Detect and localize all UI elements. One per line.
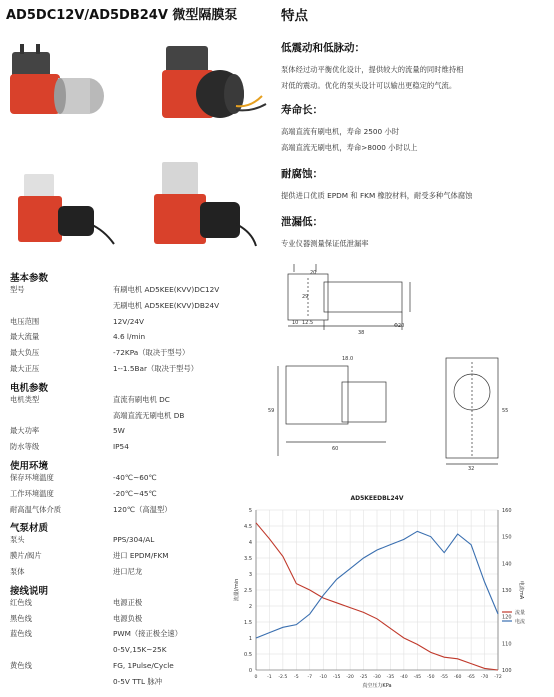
- feature-text: 专业仪器测量保证低泄漏率: [281, 239, 369, 248]
- y-tick-right: 150: [502, 534, 512, 541]
- dim-55: 55: [502, 408, 509, 414]
- spec-value: 120℃（高温型）: [113, 504, 172, 514]
- dim-12-5: 12.5: [302, 320, 314, 326]
- spec-value: PWM（接正极全速）: [113, 629, 182, 639]
- spec-key: 最大负压: [10, 348, 40, 358]
- spec-value: -72KPa（取决于型号）: [113, 348, 190, 358]
- spec-key: 膜片/阀片: [10, 551, 42, 561]
- spec-section-heading: 气泵材质: [10, 523, 49, 535]
- spec-value: 4.6 l/min: [113, 332, 146, 342]
- pump-photos: [4, 34, 274, 266]
- dim-phi20: Φ20: [394, 323, 405, 329]
- y-tick-left: 3: [248, 572, 252, 578]
- y-tick-left: 4: [248, 540, 252, 546]
- x-tick: -50: [427, 675, 435, 680]
- spec-key: 蓝色线: [10, 629, 32, 639]
- spec-value: 0-5V,15K~25K: [113, 645, 167, 655]
- x-tick: -45: [413, 675, 422, 680]
- y-tick-left: 4.5: [244, 524, 252, 530]
- pump-image-3: [18, 174, 114, 244]
- spec-value: 1--1.5Bar（取决于型号）: [113, 364, 199, 373]
- feature-text: 对低的震动。优化的泵头设计可以输出更稳定的气流。: [281, 81, 457, 90]
- feature-heading: 泄漏低：: [281, 216, 323, 228]
- feature-heading: 低震动和低脉动：: [281, 42, 365, 54]
- spec-key: 保存环境温度: [10, 473, 54, 482]
- spec-section-heading: 使用环境: [10, 461, 49, 472]
- y-tick-right: 110: [502, 641, 512, 648]
- spec-value: 进口尼龙: [113, 567, 143, 576]
- x-axis-label: 真空压力KPa: [362, 683, 392, 689]
- x-tick: -60: [453, 675, 462, 680]
- legend-label: 电流: [515, 619, 526, 625]
- x-tick: -72: [494, 675, 502, 680]
- x-tick: -55: [440, 675, 448, 680]
- y-tick-left: 2.5: [244, 588, 252, 594]
- x-tick: -1: [267, 675, 272, 680]
- spec-value: 电源负极: [113, 613, 143, 623]
- spec-value: 无刷电机 AD5KEE(KVV)DB24V: [113, 300, 220, 310]
- pump-image-2: [162, 46, 266, 118]
- spec-value: 0-5V TTL 脉冲: [113, 676, 162, 686]
- dimension-drawing-front: [262, 352, 552, 470]
- spec-value: 12V/24V: [113, 316, 145, 326]
- spec-section-heading: 接线说明: [10, 585, 49, 597]
- x-tick: -15: [332, 675, 341, 680]
- spec-value: 5W: [113, 426, 125, 436]
- feature-text: 提供进口优质 EPDM 和 FKM 橡胶材料，耐受多种气体腐蚀: [281, 191, 473, 200]
- feature-heading: 寿命长：: [281, 104, 323, 116]
- y-tick-left: 2: [248, 604, 252, 610]
- features-title: 特点: [281, 8, 308, 24]
- y-tick-left: 1.5: [244, 620, 252, 626]
- spec-value: 直流有刷电机 DC: [113, 394, 170, 404]
- spec-value: PPS/304/AL: [113, 535, 155, 545]
- dim-29: 29: [302, 294, 309, 300]
- x-tick: -70: [480, 675, 489, 680]
- spec-key: 最大功率: [10, 426, 40, 436]
- feature-text: 泵体经过动平衡优化设计，提供较大的流量的同时维持相: [281, 65, 464, 74]
- x-tick: -10: [319, 675, 327, 680]
- spec-key: 耐高温气体介质: [10, 504, 62, 514]
- spec-value: FG, 1Pulse/Cycle: [113, 661, 174, 670]
- dim-10: 10: [292, 320, 299, 326]
- spec-key: 泵体: [10, 567, 25, 576]
- spec-key: 型号: [10, 285, 25, 294]
- dim-60: 60: [332, 446, 339, 452]
- x-tick: -2.5: [278, 675, 288, 680]
- dim-18: 18.0: [342, 356, 354, 362]
- x-tick: -20: [346, 675, 354, 680]
- x-tick: -65: [467, 675, 475, 680]
- y-axis-label-right: 电流mA: [518, 580, 524, 600]
- spec-value: 高端直流无刷电机 DB: [113, 410, 185, 420]
- performance-chart: [228, 490, 554, 697]
- pump-image-4: [154, 162, 256, 246]
- feature-heading: 耐腐蚀：: [281, 168, 323, 180]
- spec-key: 最大流量: [10, 332, 40, 342]
- y-tick-right: 130: [502, 588, 512, 594]
- dim-59: 59: [268, 408, 275, 414]
- y-tick-right: 100: [502, 668, 512, 674]
- spec-value: 进口 EPDM/FKM: [113, 551, 169, 561]
- feature-text: 高端直流有刷电机，寿命 2500 小时: [281, 127, 400, 136]
- spec-value: -20℃~45℃: [113, 488, 157, 498]
- dimension-drawing-side: [280, 264, 420, 334]
- y-tick-left: 0: [248, 668, 252, 674]
- chart-title: AD5KEEDBL24V: [350, 495, 404, 502]
- x-tick: -5: [294, 675, 299, 680]
- y-tick-right: 160: [502, 508, 512, 514]
- spec-key: 电压范围: [10, 316, 40, 326]
- y-axis-label-left: 流量l/min: [234, 578, 240, 602]
- spec-key: 泵头: [10, 535, 25, 545]
- y-tick-right: 120: [502, 614, 512, 621]
- feature-text: 高端直流无刷电机，寿命>8000 小时以上: [281, 143, 418, 152]
- spec-section-heading: 基本参数: [10, 273, 49, 284]
- y-tick-left: 1: [248, 636, 252, 642]
- page-title: AD5DC12V/AD5DB24V 微型隔膜泵: [6, 8, 238, 23]
- spec-section-heading: 电机参数: [10, 382, 49, 394]
- y-tick-right: 140: [502, 561, 512, 568]
- x-tick: 0: [254, 675, 258, 680]
- dim-38: 38: [358, 330, 365, 334]
- legend-label: 流量: [515, 610, 526, 616]
- x-tick: -25: [359, 675, 368, 680]
- spec-key: 黑色线: [10, 613, 32, 623]
- spec-value: 电源正极: [113, 597, 143, 607]
- spec-key: 最大正压: [10, 364, 40, 373]
- x-tick: -7: [307, 675, 313, 680]
- y-tick-left: 5: [248, 508, 252, 514]
- spec-value: -40℃~60℃: [113, 473, 157, 482]
- x-tick: -35: [386, 675, 395, 680]
- x-tick: -30: [373, 675, 381, 680]
- spec-key: 红色线: [10, 597, 32, 607]
- spec-value: IP54: [113, 442, 129, 452]
- pump-image-1: [10, 44, 104, 114]
- spec-key: 防水等级: [10, 442, 40, 452]
- spec-key: 黄色线: [10, 661, 32, 670]
- spec-key: 电机类型: [10, 394, 40, 404]
- spec-key: 工作环境温度: [10, 488, 54, 498]
- x-tick: -40: [400, 675, 408, 680]
- dim-20: 20: [310, 270, 317, 276]
- spec-value: 有刷电机 AD5KEE(KVV)DC12V: [113, 285, 220, 294]
- y-tick-left: 3.5: [244, 556, 252, 562]
- y-tick-left: 0.5: [244, 652, 252, 658]
- dim-32: 32: [468, 466, 475, 470]
